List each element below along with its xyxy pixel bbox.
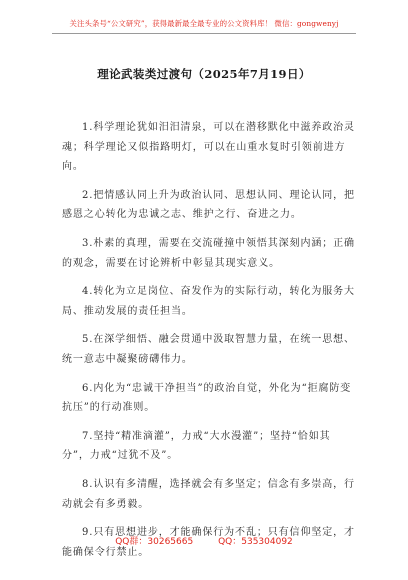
list-item: 7.坚持“精准滴灌”，力戒“大水漫灌”；坚持“恰如其分”，力戒“过犹不及”。 <box>62 430 331 462</box>
list-item: 2.把情感认同上升为政治认同、思想认同、理论认同，把感恩之心转化为忠诚之志、维护之行、奋进之力。 <box>62 189 355 221</box>
list-item: 6.内化为“忠诚干净担当”的政治自觉，外化为“拒腐防变抗压”的行动准则。 <box>62 382 352 414</box>
page-title: 理论武装类过渡句（2025年7月19日） <box>97 67 311 81</box>
header-divider <box>52 33 356 34</box>
list-item: 4.转化为立足岗位、奋发作为的实际行动，转化为服务大局、推动发展的责任担当。 <box>62 286 355 317</box>
footer-qq-group: QQ群：30265665 <box>115 537 194 547</box>
list-item: 8.认识有多清醒，选择就会有多坚定；信念有多崇高，行动就会有多勇毅。 <box>62 478 355 510</box>
footer-qq-number: QQ：535304092 <box>218 537 293 547</box>
list-item: 1.科学理论犹如汨汨清泉，可以在潜移默化中滋养政治灵魂；科学理论又似指路明灯，可以在山重水复时引领前进方向。 <box>62 122 355 173</box>
sentence-list <box>62 118 358 571</box>
list-item: 9.只有思想进步，才能确保行为不乱；只有信仰坚定，才能确保令行禁止。 <box>62 527 355 558</box>
list-item: 3.朴素的真理，需要在交流碰撞中领悟其深刻内涵；正确的观念，需要在讨论辨析中彰显其现实意义。 <box>62 237 355 269</box>
header-note: 关注头条号“公文研究”，获得最新最全最专业的公文资料库！ 微信：gongwenyj <box>69 19 339 28</box>
footer-contact <box>0 534 408 547</box>
list-item: 5.在深学细悟、融会贯通中汲取智慧力量，在统一思想、统一意志中凝聚磅礴伟力。 <box>62 334 355 365</box>
